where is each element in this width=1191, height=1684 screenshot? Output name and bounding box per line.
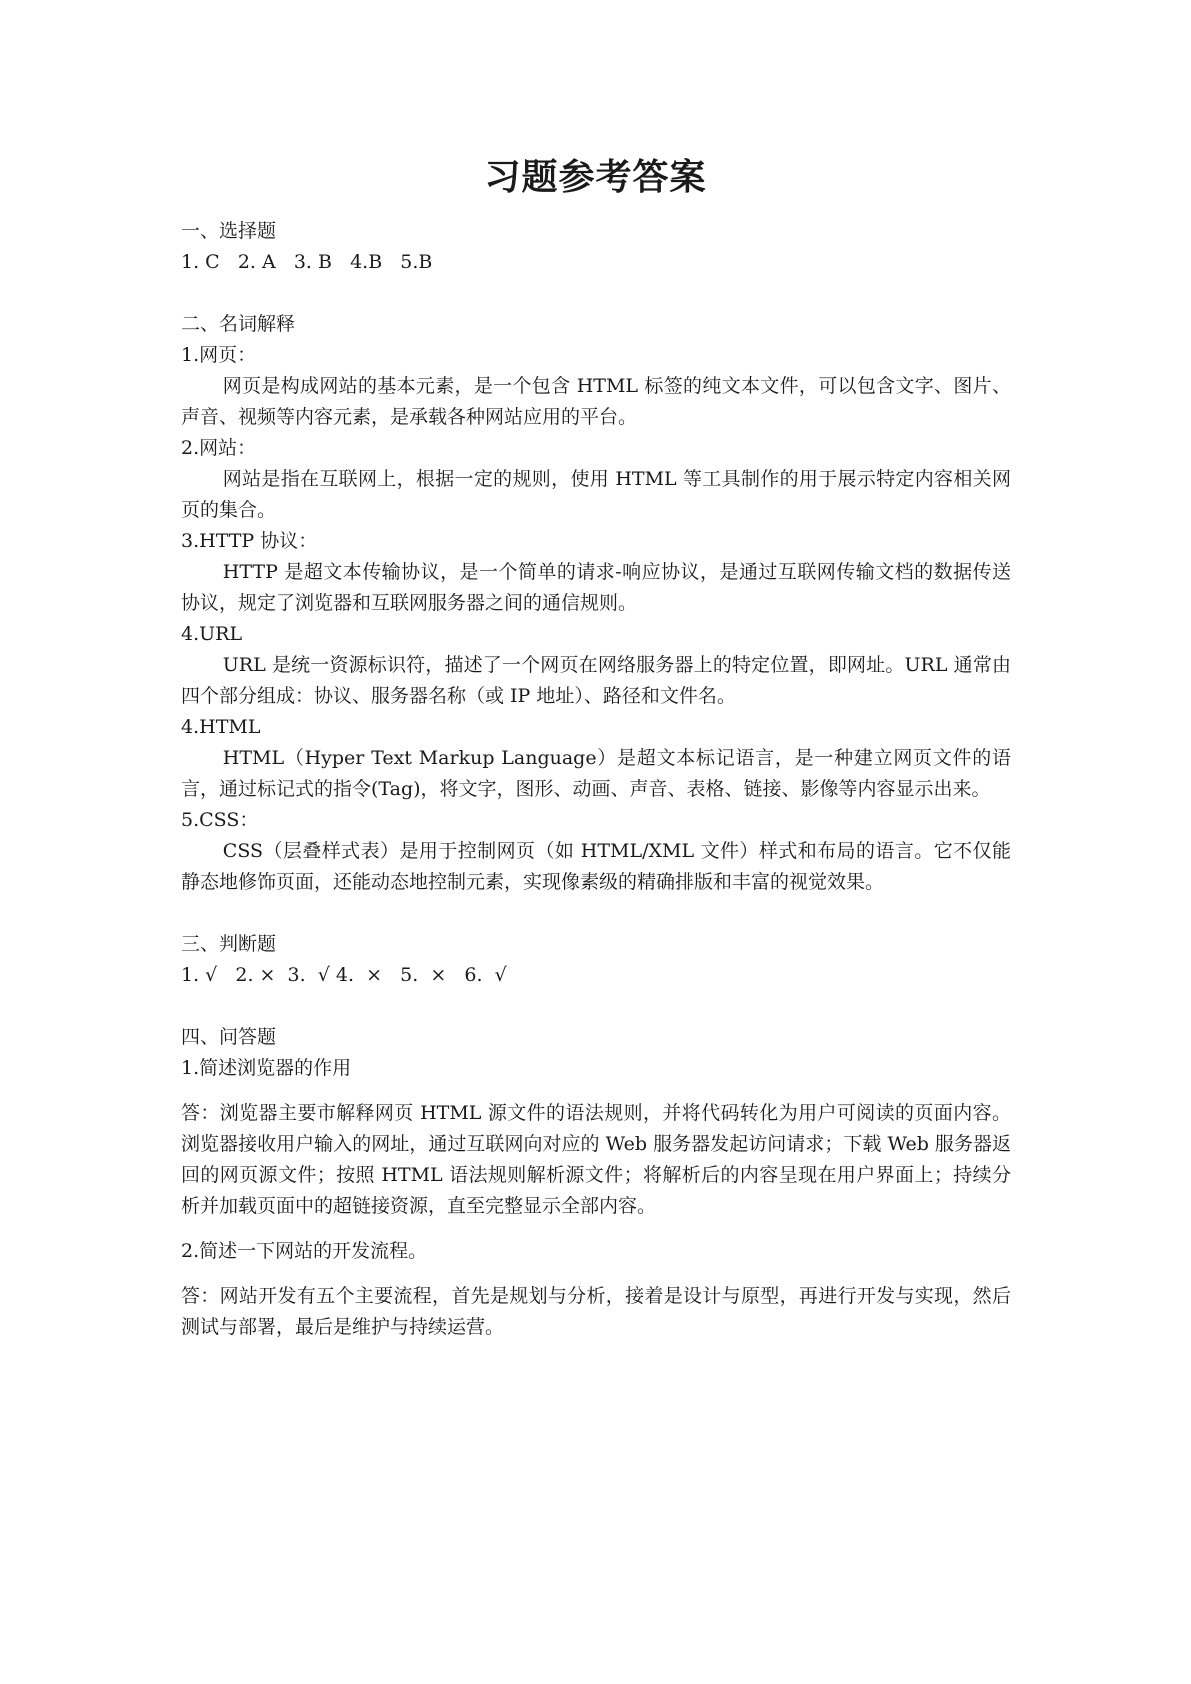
term-definition: 网页是构成网站的基本元素，是一个包含 HTML 标签的纯文本文件，可以包含文字、图片、声音、视频等内容元素，是承载各种网站应用的平台。	[181, 375, 1011, 428]
judgement-answers: 1. √ 2. × 3. √ 4. × 5. × 6. √	[181, 964, 507, 986]
term-label: 1.网页：	[181, 344, 257, 366]
spacer	[181, 898, 1011, 929]
section-heading-judgement: 三、判断题	[181, 933, 277, 955]
spacer	[181, 1084, 1011, 1098]
spacer	[181, 991, 1011, 1022]
document-body	[181, 216, 1011, 1343]
section-heading-qa: 四、问答题	[181, 1026, 277, 1048]
term-label: 4.HTML	[181, 716, 261, 738]
term-definition: CSS（层叠样式表）是用于控制网页（如 HTML/XML 文件）样式和布局的语言。它不仅能静态地修饰页面，还能动态地控制元素，实现像素级的精确排版和丰富的视觉效果。	[181, 840, 1011, 893]
section-heading-choice: 一、选择题	[181, 220, 277, 242]
page-title: 习题参考答案	[484, 157, 707, 198]
qa-question: 2.简述一下网站的开发流程。	[181, 1240, 428, 1262]
term-definition: URL 是统一资源标识符，描述了一个网页在网络服务器上的特定位置，即网址。URL 通常由四个部分组成：协议、服务器名称（或 IP 地址）、路径和文件名。	[181, 654, 1011, 707]
term-definition: HTTP 是超文本传输协议，是一个简单的请求-响应协议，是通过互联网传输文档的数据传送协议，规定了浏览器和互联网服务器之间的通信规则。	[181, 561, 1011, 614]
spacer	[181, 1222, 1011, 1236]
choice-answers: 1. C 2. A 3. B 4.B 5.B	[181, 251, 433, 273]
qa-answer: 答：网站开发有五个主要流程，首先是规划与分析，接着是设计与原型，再进行开发与实现，然后测试与部署，最后是维护与持续运营。	[181, 1285, 1011, 1338]
section-heading-terms: 二、名词解释	[181, 313, 296, 335]
term-label: 2.网站：	[181, 437, 257, 459]
spacer	[181, 278, 1011, 309]
term-label: 5.CSS：	[181, 809, 259, 831]
term-label: 4.URL	[181, 623, 243, 645]
term-label: 3.HTTP 协议：	[181, 530, 318, 552]
qa-answer: 答：浏览器主要市解释网页 HTML 源文件的语法规则，并将代码转化为用户可阅读的页面内容。浏览器接收用户输入的网址，通过互联网向对应的 Web 服务器发起访问请求；下载 Web 服务器返回的网页源文件；按照 HTML 语法规则解析源文件；将解析后的内容呈现在用户界面上；持续分析并加载页面中的超链接资源，直至完整显示全部内容。	[181, 1102, 1011, 1217]
term-definition: 网站是指在互联网上，根据一定的规则，使用 HTML 等工具制作的用于展示特定内容相关网页的集合。	[181, 468, 1011, 521]
qa-question: 1.简述浏览器的作用	[181, 1057, 352, 1079]
term-definition: HTML（Hyper Text Markup Language）是超文本标记语言，是一种建立网页文件的语言，通过标记式的指令(Tag)，将文字，图形、动画、声音、表格、链接、影像等内容显示出来。	[181, 747, 1011, 800]
spacer	[181, 1267, 1011, 1281]
